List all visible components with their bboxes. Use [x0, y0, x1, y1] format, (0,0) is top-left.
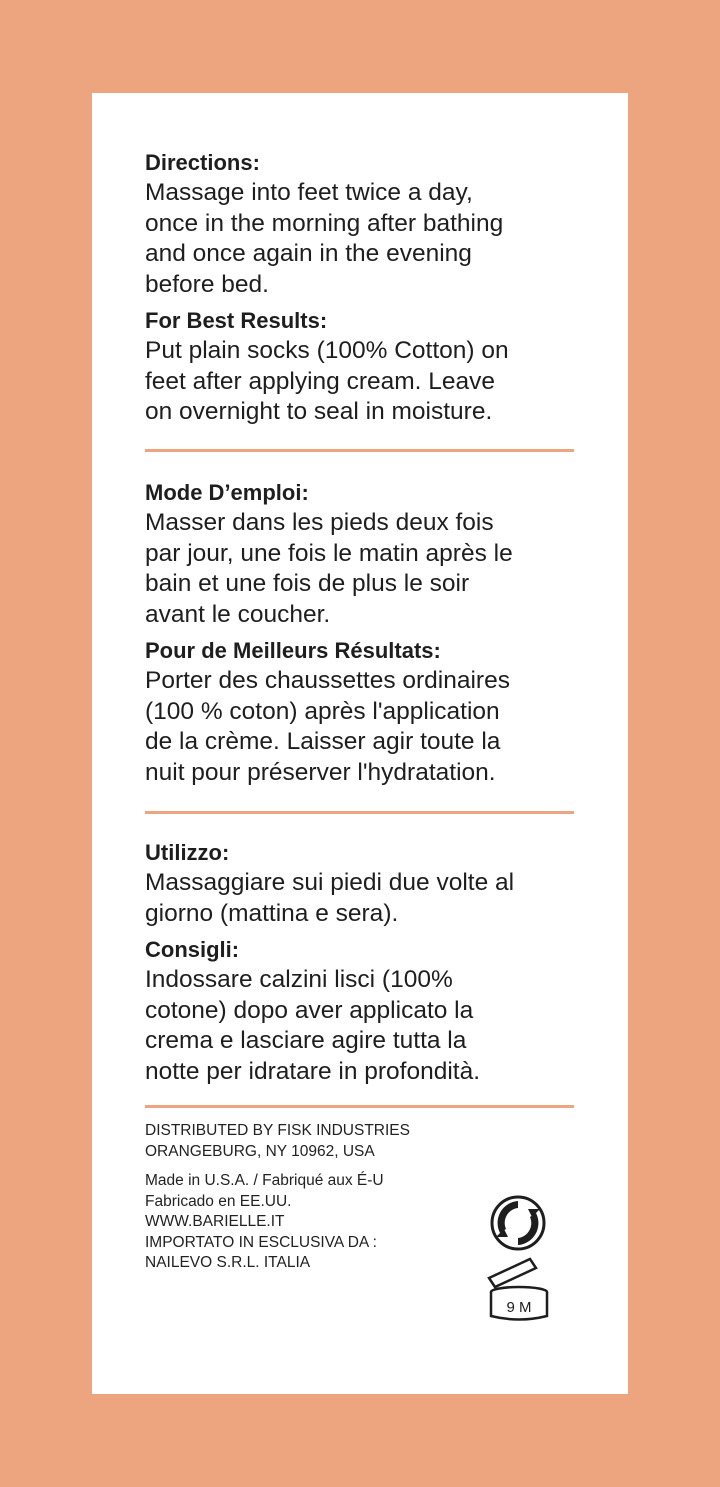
utilizzo-heading: Utilizzo: — [145, 840, 230, 865]
text-line: Masser dans les pieds deux fois — [145, 509, 494, 536]
text-line: DISTRIBUTED BY FISK INDUSTRIES — [145, 1122, 410, 1139]
divider — [145, 449, 574, 452]
text-line: feet after applying cream. Leave — [145, 367, 496, 395]
text-line: de la crème. Laisser agir toute la — [145, 728, 501, 755]
text-line: Made in U.S.A. / Fabriqué aux É-U — [145, 1172, 384, 1189]
french-section — [145, 478, 575, 788]
text-line: Fabricado en EE.UU. — [145, 1192, 292, 1210]
text-line: Indossare calzini lisci (100% — [145, 966, 453, 993]
mode-emploi-heading: Mode D’emploi: — [145, 480, 309, 505]
distributor-text — [145, 1121, 575, 1162]
text-line: and once again in the evening — [145, 240, 472, 267]
directions-heading: Directions: — [145, 150, 260, 175]
mode-emploi-text — [145, 508, 575, 630]
product-label — [92, 93, 628, 1394]
best-results-heading: For Best Results: — [145, 308, 328, 333]
text-line: NAILEVO S.R.L. ITALIA — [145, 1254, 311, 1271]
meilleurs-resultats-text — [145, 666, 575, 788]
text-line: avant le coucher. — [145, 600, 331, 628]
text-line: crema e lasciare agire tutta la — [145, 1027, 467, 1054]
text-line: cotone) dopo aver applicato la — [145, 996, 474, 1024]
text-line: once in the morning after bathing — [145, 209, 504, 237]
text-line: notte per idratare in profondità. — [145, 1057, 481, 1085]
text-line: IMPORTATO IN ESCLUSIVA DA : — [145, 1233, 377, 1251]
text-line: Massaggiare sui piedi due volte al — [145, 869, 515, 896]
text-line: on overnight to seal in moisture. — [145, 398, 493, 425]
meilleurs-resultats-heading: Pour de Meilleurs Résultats: — [145, 638, 441, 663]
text-line: (100 % coton) après l'application — [145, 697, 500, 725]
text-line: Put plain socks (100% Cotton) on — [145, 337, 509, 364]
text-line: before bed. — [145, 270, 269, 298]
english-section — [145, 148, 575, 428]
text-line: bain et une fois de plus le soir — [145, 570, 470, 597]
best-results-text — [145, 336, 575, 428]
period-after-opening-icon — [486, 1256, 552, 1326]
pao-label: 9 M — [506, 1299, 532, 1316]
divider — [145, 1105, 574, 1108]
consigli-text — [145, 965, 575, 1087]
text-line: nuit pour préserver l'hydratation. — [145, 758, 496, 786]
italian-section — [145, 838, 575, 1087]
packaging-symbols — [486, 1193, 552, 1333]
text-line: giorno (mattina e sera). — [145, 899, 399, 927]
consigli-heading: Consigli: — [145, 937, 240, 962]
text-line: ORANGEBURG, NY 10962, USA — [145, 1142, 375, 1160]
divider — [145, 811, 574, 814]
text-line: WWW.BARIELLE.IT — [145, 1213, 285, 1230]
text-line: Massage into feet twice a day, — [145, 179, 473, 206]
green-dot-recycle-icon — [486, 1193, 552, 1251]
directions-text — [145, 178, 575, 300]
text-line: par jour, une fois le matin après le — [145, 539, 513, 567]
distributor-block — [145, 1121, 575, 1162]
utilizzo-text — [145, 868, 575, 929]
text-line: Porter des chaussettes ordinaires — [145, 667, 510, 694]
